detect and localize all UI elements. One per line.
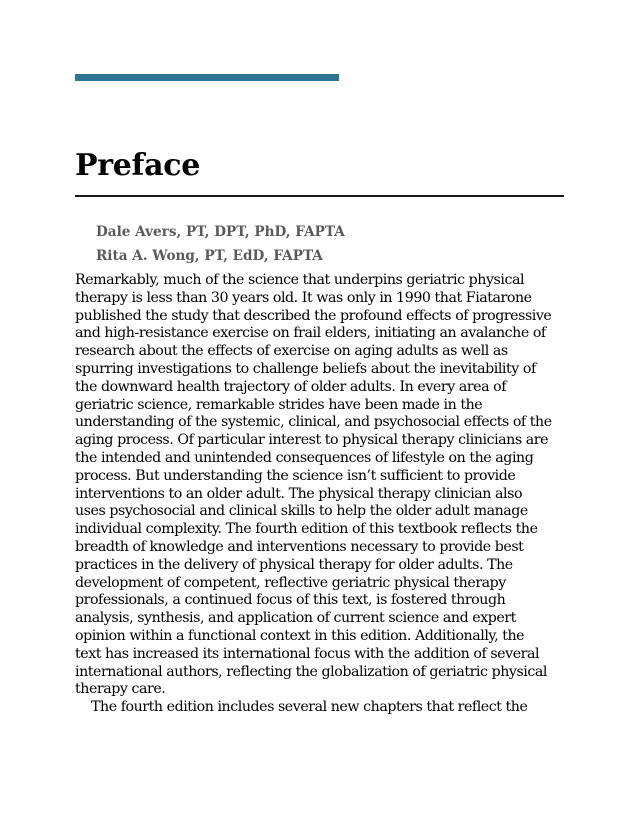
text-line: aging process. Of particular interest to physical therapy clinicians are bbox=[75, 432, 549, 449]
text-line: analysis, synthesis, and application of current science and expert bbox=[75, 610, 516, 627]
text-line: international authors, reflecting the globalization of geriatric physical bbox=[75, 663, 547, 680]
accent-bar bbox=[75, 74, 339, 81]
text-line: therapy care. bbox=[75, 681, 166, 698]
author-name: Rita A. Wong, PT, EdD, FAPTA bbox=[96, 248, 323, 264]
paragraph bbox=[75, 699, 575, 717]
text-line: Remarkably, much of the science that underpins geriatric physical bbox=[75, 272, 525, 288]
text-line: professionals, a continued focus of this text, is fostered through bbox=[75, 592, 506, 609]
author-name: Dale Avers, PT, DPT, PhD, FAPTA bbox=[96, 224, 345, 240]
text-line: text has increased its international focus with the addition of several bbox=[75, 645, 540, 662]
text-line: spurring investigations to challenge beliefs about the inevitability of bbox=[75, 360, 536, 377]
text-line: research about the effects of exercise on aging adults as well as bbox=[75, 343, 508, 360]
text-line: individual complexity. The fourth edition of this textbook reflects the bbox=[75, 521, 538, 538]
text-line: opinion within a functional context in this edition. Additionally, the bbox=[75, 627, 525, 644]
text-line: published the study that described the profound effects of progressive bbox=[75, 307, 552, 324]
text-line: and high-resistance exercise on frail elders, initiating an avalanche of bbox=[75, 325, 546, 342]
text-line: uses psychosocial and clinical skills to help the older adult manage bbox=[75, 503, 528, 520]
text-line: understanding of the systemic, clinical, and psychosocial effects of the bbox=[75, 414, 552, 431]
title-rule bbox=[75, 195, 564, 197]
text-line: the intended and unintended consequences of lifestyle on the aging bbox=[75, 449, 534, 466]
text-line: The fourth edition includes several new chapters that reflect the bbox=[91, 699, 528, 716]
text-line: geriatric science, remarkable strides have been made in the bbox=[75, 396, 483, 413]
text-line: development of competent, reflective geriatric physical therapy bbox=[75, 574, 506, 591]
text-line: practices in the delivery of physical therapy for older adults. The bbox=[75, 556, 513, 573]
paragraph bbox=[75, 272, 575, 699]
text-line: therapy is less than 30 years old. It was only in 1990 that Fiatarone bbox=[75, 289, 532, 306]
text-line: breadth of knowledge and interventions necessary to provide best bbox=[75, 538, 524, 555]
text-line: the downward health trajectory of older adults. In every area of bbox=[75, 378, 507, 395]
text-line: process. But understanding the science isn’t sufficient to provide bbox=[75, 467, 516, 484]
body-text bbox=[75, 272, 575, 717]
page-title: Preface bbox=[75, 148, 201, 183]
text-line: interventions to an older adult. The physical therapy clinician also bbox=[75, 485, 523, 502]
author-list bbox=[96, 220, 345, 268]
